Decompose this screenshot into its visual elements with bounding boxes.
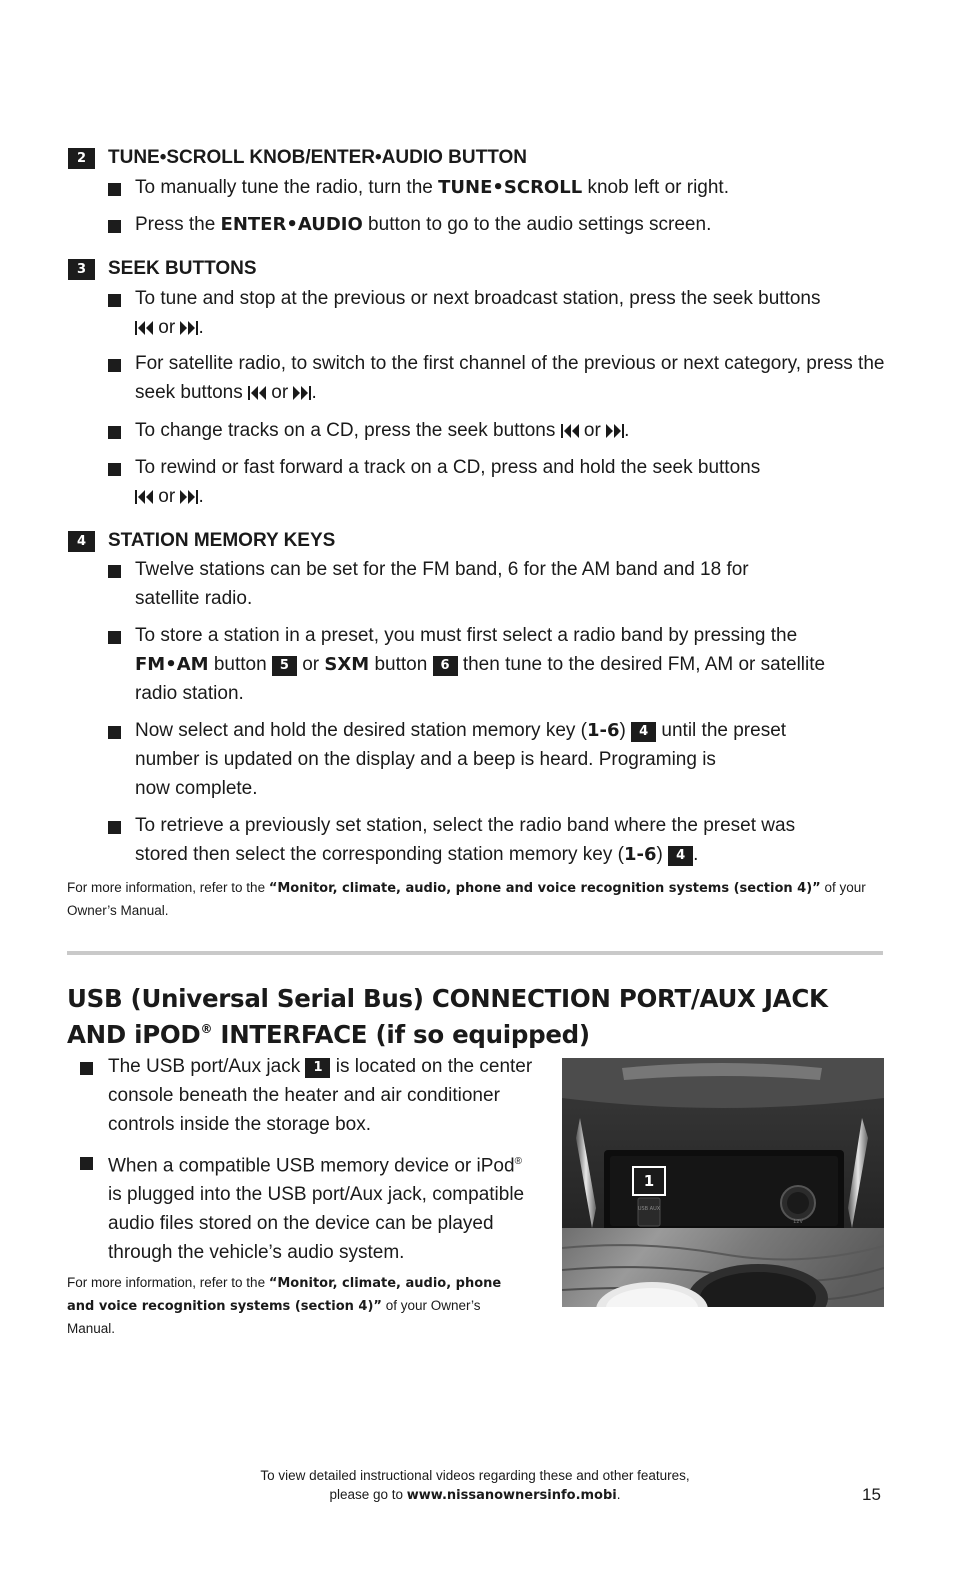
bullet-square-icon bbox=[80, 1062, 93, 1075]
bullet-square-icon bbox=[108, 359, 121, 372]
seek-forward-icon bbox=[293, 386, 311, 400]
section-heading-seek bbox=[68, 257, 257, 281]
list-item: Press the ENTER•AUDIO button to go to the audio settings screen. bbox=[108, 210, 898, 239]
website-link[interactable]: www.nissanownersinfo.mobi bbox=[406, 1488, 617, 1503]
callout-badge: 4 bbox=[68, 531, 95, 552]
list-item: For satellite radio, to switch to the first channel of the previous or next category, press the seek buttons or . bbox=[108, 349, 898, 407]
page-title: USB (Universal Serial Bus) CONNECTION PORT/AUX JACK AND iPOD® INTERFACE (if so equipped) bbox=[67, 984, 828, 1049]
usb-port-photo bbox=[562, 1058, 884, 1307]
callout-badge: 4 bbox=[668, 846, 693, 866]
seek-forward-icon bbox=[606, 424, 624, 438]
list-item: To rewind or fast forward a track on a CD, press and hold the seek buttons or . bbox=[108, 453, 898, 511]
section-divider bbox=[67, 951, 883, 955]
seek-back-icon bbox=[561, 424, 579, 438]
bullet-square-icon bbox=[108, 631, 121, 644]
bullet-square-icon bbox=[108, 220, 121, 233]
bullet-square-icon bbox=[108, 463, 121, 476]
bullet-square-icon bbox=[108, 183, 121, 196]
heading-text: SEEK BUTTONS bbox=[108, 258, 257, 279]
callout-badge: 6 bbox=[433, 656, 458, 676]
list-item: Twelve stations can be set for the FM band, 6 for the AM band and 18 for satellite radio. bbox=[108, 555, 808, 613]
seek-forward-icon bbox=[180, 490, 198, 504]
bullet-square-icon bbox=[108, 565, 121, 578]
callout-badge: 5 bbox=[272, 656, 297, 676]
callout-badge: 2 bbox=[68, 148, 95, 169]
power-outlet-label: 12V bbox=[793, 1219, 803, 1225]
list-item: The USB port/Aux jack 1 is located on the center console beneath the heater and air conditioner controls inside the storage box. bbox=[80, 1052, 540, 1139]
list-item: To manually tune the radio, turn the TUNE•SCROLL knob left or right. bbox=[108, 173, 898, 202]
heading-text: STATION MEMORY KEYS bbox=[108, 530, 336, 551]
seek-forward-icon bbox=[180, 321, 198, 335]
bullet-square-icon bbox=[108, 821, 121, 834]
seek-back-icon bbox=[135, 490, 153, 504]
bullet-square-icon bbox=[108, 294, 121, 307]
reference-note: For more information, refer to the “Monitor, climate, audio, phone and voice recognition systems (section 4)” of your Owner’s Manual. bbox=[67, 1275, 502, 1336]
reference-note: For more information, refer to the “Monitor, climate, audio, phone and voice recognition systems (section 4)” of your Owner’s Manual. bbox=[67, 880, 866, 918]
bullet-square-icon bbox=[80, 1157, 93, 1170]
list-item: Now select and hold the desired station memory key (1-6) 4 until the preset number is updated on the display and a beep is heard. Programing is now complete. bbox=[108, 716, 848, 803]
section-heading-tune bbox=[68, 146, 527, 170]
seek-back-icon bbox=[135, 321, 153, 335]
list-item: When a compatible USB memory device or iPod® is plugged into the USB port/Aux jack, compatible audio files stored on the device can be played through the vehicle’s audio system. bbox=[80, 1147, 540, 1267]
page-number: 15 bbox=[862, 1485, 881, 1504]
callout-badge: 4 bbox=[631, 722, 656, 742]
heading-text: TUNE•SCROLL KNOB/ENTER•AUDIO BUTTON bbox=[108, 147, 527, 168]
seek-back-icon bbox=[248, 386, 266, 400]
callout-badge: 3 bbox=[68, 259, 95, 280]
footer-note: To view detailed instructional videos regarding these and other features, please go to www.nissanownersinfo.mobi. bbox=[260, 1468, 690, 1503]
section-heading-memory bbox=[68, 529, 335, 553]
list-item: To change tracks on a CD, press the seek buttons or . bbox=[108, 416, 898, 445]
bullet-square-icon bbox=[108, 426, 121, 439]
list-item: To tune and stop at the previous or next broadcast station, press the seek buttons or . bbox=[108, 284, 898, 342]
callout-badge: 1 bbox=[632, 1166, 666, 1196]
list-item: To store a station in a preset, you must first select a radio band by pressing the FM•AM button 5 or SXM button 6 then tune to the desired FM, AM or satellite radio station. bbox=[108, 621, 848, 708]
list-item: To retrieve a previously set station, select the radio band where the preset was stored then select the corresponding station memory key (1-6) 4 . bbox=[108, 811, 848, 869]
callout-badge: 1 bbox=[305, 1058, 330, 1078]
usb-aux-label: USB AUX bbox=[637, 1206, 661, 1212]
bullet-square-icon bbox=[108, 726, 121, 739]
